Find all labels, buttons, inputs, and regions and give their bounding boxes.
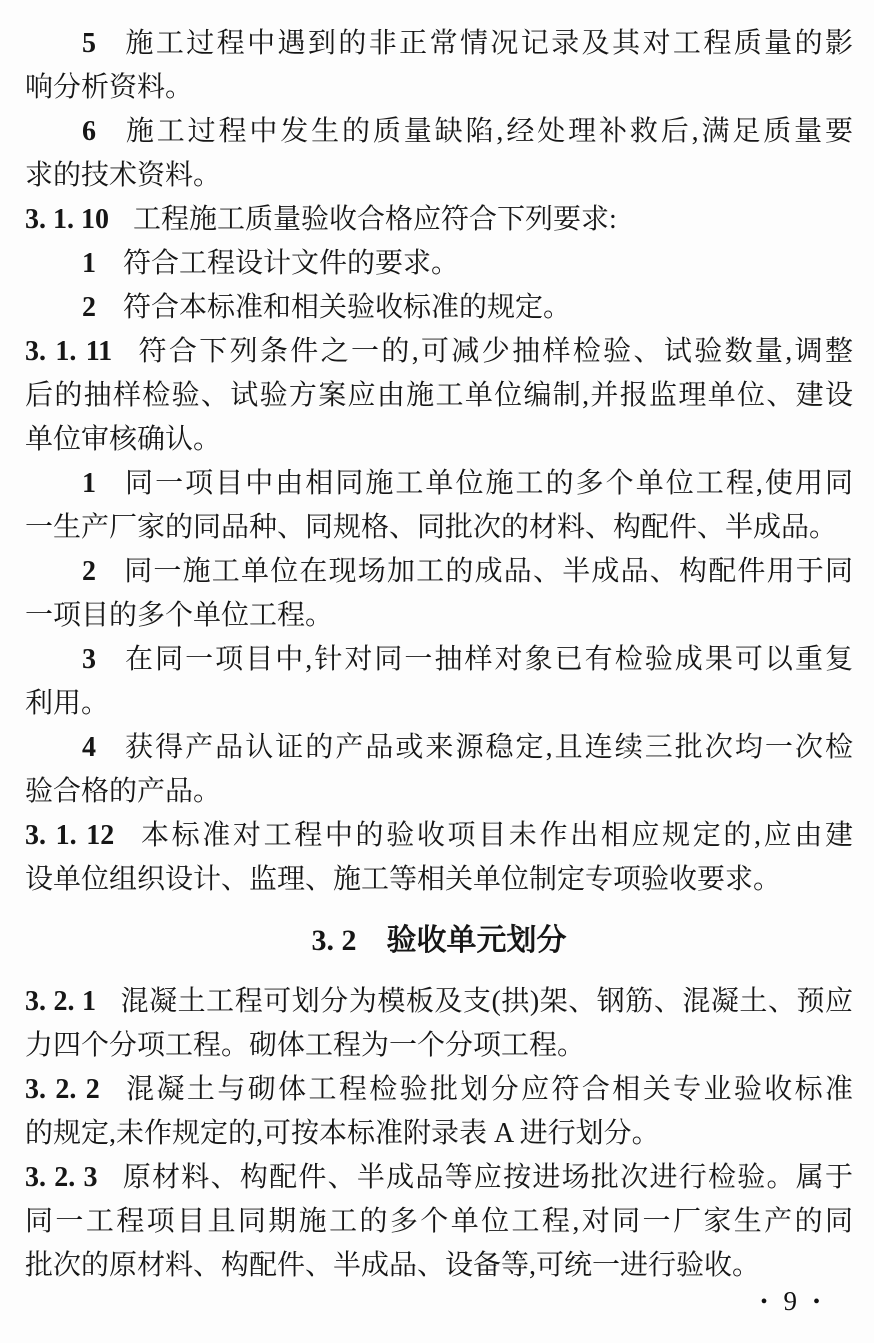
clause-3-2-2-line-1 (25, 1068, 853, 1112)
clause-3-1-11-line-2 (25, 374, 853, 418)
clause-3-2-3-line-1 (25, 1156, 853, 1200)
item-number: 4 (82, 732, 96, 763)
clause-text: 单位审核确认。 (25, 424, 222, 455)
item-number: 2 (82, 292, 96, 323)
item-text: 获得产品认证的产品或来源稳定,且连续三批次均一次检 (123, 732, 853, 763)
clause-text: 设单位组织设计、监理、施工等相关单位制定专项验收要求。 (25, 864, 782, 895)
item-text: 响分析资料。 (25, 72, 194, 103)
clause-3-1-10 (25, 198, 853, 242)
item-text: 符合工程设计文件的要求。 (123, 248, 460, 279)
clause-3-2-1-line-2 (25, 1024, 853, 1068)
item-1-line (25, 242, 853, 286)
item-text: 一生产厂家的同品种、同规格、同批次的材料、构配件、半成品。 (25, 512, 838, 543)
page-number-dot-left: • (760, 1291, 768, 1313)
page-number-dot-right: • (812, 1291, 820, 1313)
clause-number: 3. 1. 12 (25, 820, 115, 851)
item-2-line-1 (25, 550, 853, 594)
page-content (25, 22, 853, 1288)
item-number: 6 (82, 116, 96, 147)
item-text: 利用。 (25, 688, 110, 719)
item-number: 3 (82, 644, 96, 675)
item-text: 符合本标准和相关验收标准的规定。 (123, 292, 572, 323)
item-5-line-1 (25, 22, 853, 66)
clause-3-1-11-line-3 (25, 418, 853, 462)
clause-text: 后的抽样检验、试验方案应由施工单位编制,并报监理单位、建设 (25, 380, 853, 411)
item-text: 施工过程中发生的质量缺陷,经处理补救后,满足质量要 (123, 116, 853, 147)
item-text: 在同一项目中,针对同一抽样对象已有检验成果可以重复 (123, 644, 853, 675)
item-5-line-2 (25, 66, 853, 110)
item-text: 验合格的产品。 (25, 776, 222, 807)
item-text: 一项目的多个单位工程。 (25, 600, 334, 631)
item-text: 同一施工单位在现场加工的成品、半成品、构配件用于同 (123, 556, 853, 587)
clause-text: 的规定,未作规定的,可按本标准附录表 A 进行划分。 (25, 1118, 660, 1149)
item-1-line-1 (25, 462, 853, 506)
clause-number: 3. 1. 11 (25, 336, 113, 367)
clause-number: 3. 2. 3 (25, 1162, 98, 1193)
clause-text: 力四个分项工程。砌体工程为一个分项工程。 (25, 1030, 586, 1061)
clause-text: 混凝土与砌体工程检验批划分应符合相关专业验收标准 (123, 1074, 854, 1105)
clause-3-2-3-line-3 (25, 1244, 853, 1288)
clause-3-2-3-line-2 (25, 1200, 853, 1244)
item-1-line-2 (25, 506, 853, 550)
clause-3-2-1-line-1 (25, 980, 853, 1024)
item-number: 2 (82, 556, 96, 587)
clause-number: 3. 2. 1 (25, 986, 97, 1017)
clause-3-1-12-line-2 (25, 858, 853, 902)
clause-3-1-12-line-1 (25, 814, 853, 858)
item-4-line-1 (25, 726, 853, 770)
clause-3-2-2-line-2 (25, 1112, 853, 1156)
clause-3-1-11-line-1 (25, 330, 853, 374)
clause-number: 3. 1. 10 (25, 204, 109, 235)
item-6-line-2 (25, 154, 853, 198)
clause-text: 原材料、构配件、半成品等应按进场批次进行检验。属于 (121, 1162, 854, 1193)
item-6-line-1 (25, 110, 853, 154)
item-text: 同一项目中由相同施工单位施工的多个单位工程,使用同 (123, 468, 853, 499)
clause-text: 混凝土工程可划分为模板及支(拱)架、钢筋、混凝土、预应 (120, 986, 853, 1017)
section-title: 验收单元划分 (386, 924, 567, 957)
item-2-line (25, 286, 853, 330)
clause-number: 3. 2. 2 (25, 1074, 100, 1105)
item-3-line-2 (25, 682, 853, 726)
section-number: 3. 2 (311, 924, 357, 957)
item-text: 施工过程中遇到的非正常情况记录及其对工程质量的影 (123, 28, 853, 59)
clause-text: 批次的原材料、构配件、半成品、设备等,可统一进行验收。 (25, 1250, 761, 1281)
clause-text: 工程施工质量验收合格应符合下列要求: (133, 204, 617, 235)
item-text: 求的技术资料。 (25, 160, 222, 191)
item-number: 1 (82, 468, 96, 499)
clause-text: 本标准对工程中的验收项目未作出相应规定的,应由建 (138, 820, 853, 851)
clause-text: 符合下列条件之一的,可减少抽样检验、试验数量,调整 (136, 336, 853, 367)
item-number: 1 (82, 248, 96, 279)
item-4-line-2 (25, 770, 853, 814)
clause-text: 同一工程项目且同期施工的多个单位工程,对同一厂家生产的同 (25, 1206, 853, 1237)
page-number-value: 9 (783, 1286, 797, 1316)
section-heading-3-2 (25, 918, 853, 964)
item-2-line-2 (25, 594, 853, 638)
item-number: 5 (82, 28, 96, 59)
item-3-line-1 (25, 638, 853, 682)
page-number (760, 1283, 820, 1319)
